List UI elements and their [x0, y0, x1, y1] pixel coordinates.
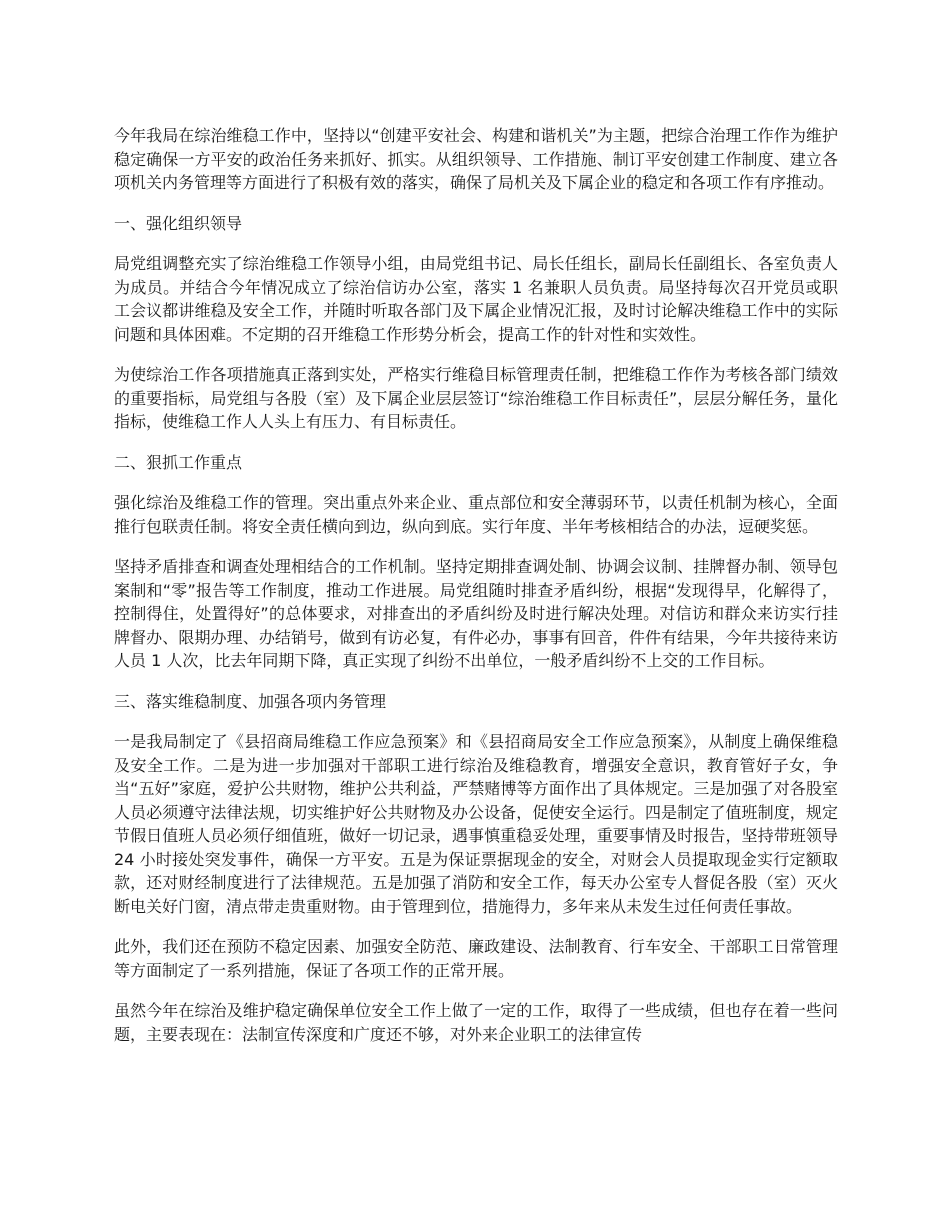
section-heading-1: 一、强化组织领导: [114, 213, 243, 233]
body-paragraph: 坚持矛盾排查和调查处理相结合的工作机制。坚持定期排查调处制、协调会议制、挂牌督办制、领导包案制和“零”报告等工作制度，推动工作进展。局党组随时排查矛盾纠纷，根据“发现得早，化解得了，控制得住，处置得好”的总体要求，对排查出的矛盾纠纷及时进行解决处理。对信访和群众来访实行挂牌督办、限期办理、办结销号，做到有访必复，有件必办，事事有回音，件件有结果，今年共接待来访人员 1 人次，比去年同期下降，真正实现了纠纷不出单位，一般矛盾纠纷不上交的工作目标。: [114, 557, 838, 670]
document-page: [114, 124, 838, 1063]
body-paragraph: 局党组调整充实了综治维稳工作领导小组，由局党组书记、局长任组长，副局长任副组长、各室负责人为成员。并结合今年情况成立了综治信访办公室，落实 1 名兼职人员负责。局坚持每次召开党员或职工会议都讲维稳及安全工作，并随时听取各部门及下属企业情况汇报，及时讨论解决维稳工作中的实际问题和具体困难。不定期的召开维稳工作形势分析会，提高工作的针对性和实效性。: [114, 254, 838, 344]
section-heading-3: 三、落实维稳制度、加强各项内务管理: [114, 691, 387, 711]
intro-paragraph: 今年我局在综治维稳工作中，坚持以“创建平安社会、构建和谐机关”为主题，把综合治理工作作为维护稳定确保一方平安的政治任务来抓好、抓实。从组织领导、工作措施、制订平安创建工作制度、建立各项机关内务管理等方面进行了积极有效的落实，确保了局机关及下属企业的稳定和各项工作有序推动。: [114, 126, 838, 192]
body-paragraph: 此外，我们还在预防不稳定因素、加强安全防范、廉政建设、法制教育、行车安全、干部职工日常管理等方面制定了一系列措施，保证了各项工作的正常开展。: [114, 937, 838, 980]
body-paragraph: 一是我局制定了《县招商局维稳工作应急预案》和《县招商局安全工作应急预案》，从制度上确保维稳及安全工作。二是为进一步加强对干部职工进行综治及维稳教育，增强安全意识，教育管好子女，争当“五好”家庭，爱护公共财物，维护公共利益，严禁赌博等方面作出了具体规定。三是加强了对各股室人员必须遵守法律法规，切实维护好公共财物及办公设备，促使安全运行。四是制定了值班制度，规定节假日值班人员必须仔细值班，做好一切记录，遇事慎重稳妥处理，重要事情及时报告，坚持带班领导 24 小时接处突发事件，确保一方平安。五是为保证票据现金的安全，对财会人员提取现金实行定额取款，还对财经制度进行了法律规范。五是加强了消防和安全工作，每天办公室专人督促各股（室）灭火断电关好门窗，清点带走贵重财物。由于管理到位，措施得力，多年来从未发生过任何责任事故。: [114, 732, 838, 916]
body-paragraph: 强化综治及维稳工作的管理。突出重点外来企业、重点部位和安全薄弱环节，以责任机制为核心，全面推行包联责任制。将安全责任横向到边，纵向到底。实行年度、半年考核相结合的办法，逗硬奖惩。: [114, 493, 838, 536]
body-paragraph: 为使综治工作各项措施真正落到实处，严格实行维稳目标管理责任制，把维稳工作作为考核各部门绩效的重要指标，局党组与各股（室）及下属企业层层签订“综治维稳工作目标责任”，层层分解任务，量化指标，使维稳工作人人头上有压力、有目标责任。: [114, 365, 838, 431]
section-heading-2: 二、狠抓工作重点: [114, 452, 243, 472]
body-paragraph-truncated: 虽然今年在综治及维护稳定确保单位安全工作上做了一定的工作，取得了一些成绩，但也存在着一些问题，主要表现在：法制宣传深度和广度还不够，对外来企业职工的法律宣传: [114, 1001, 838, 1044]
